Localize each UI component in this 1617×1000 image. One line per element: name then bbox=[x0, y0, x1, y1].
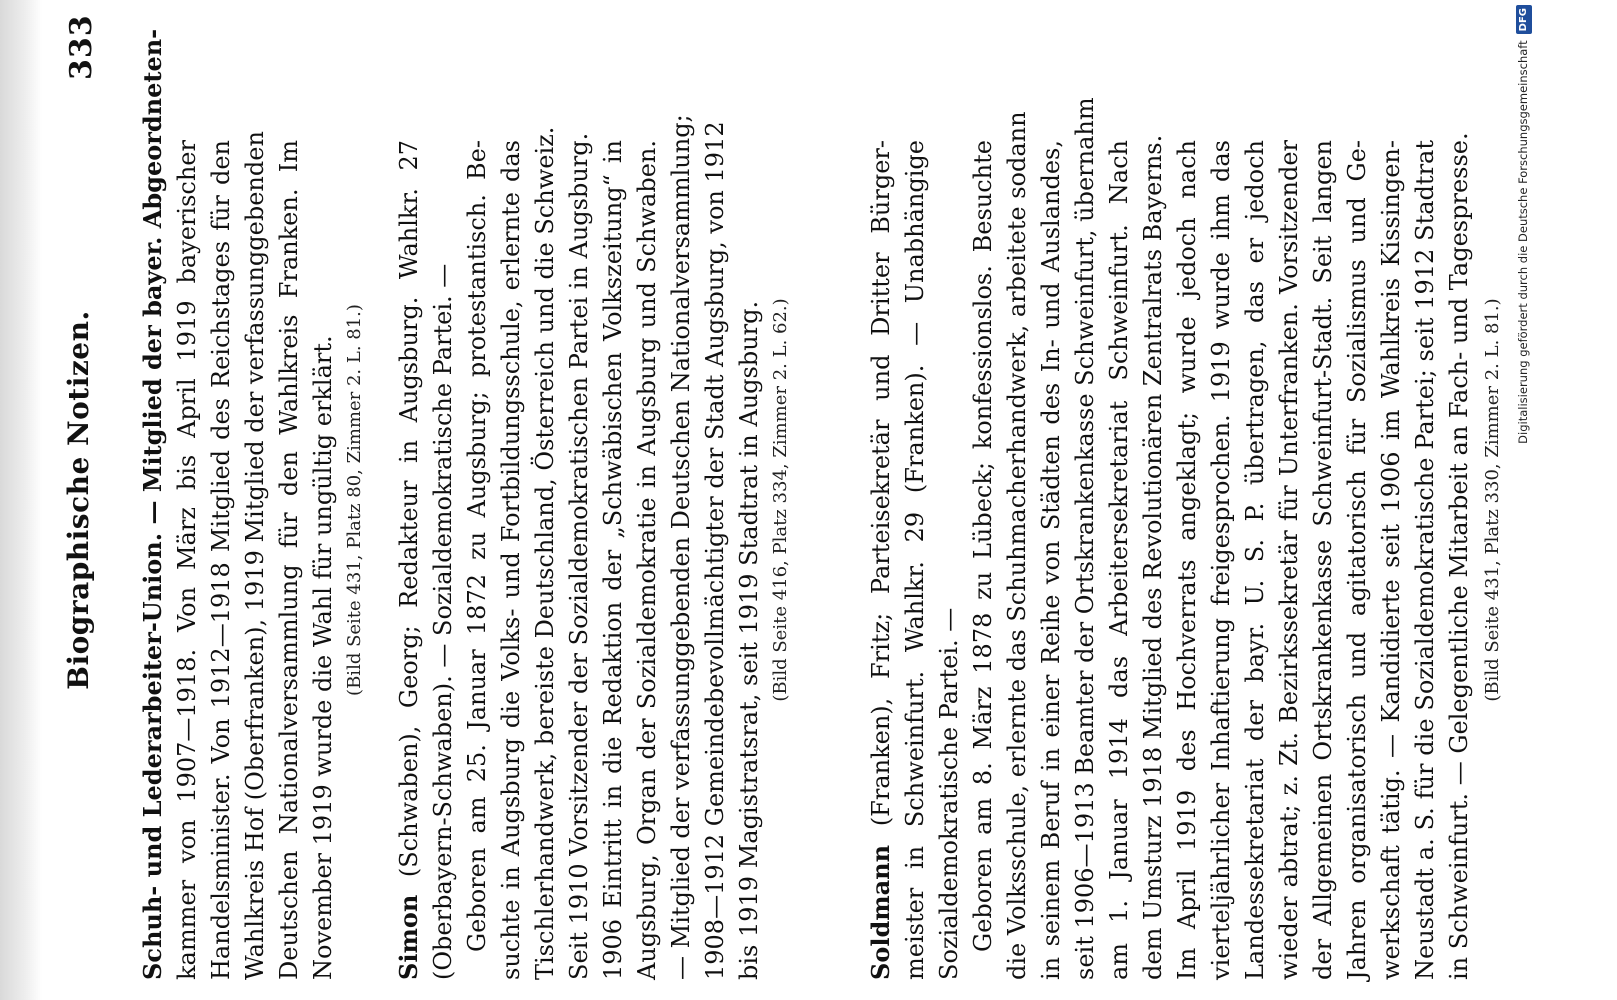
entry1-line: November 1919 wurde die Wahl für ungültig erklärt. bbox=[309, 335, 337, 980]
entry2-name: Simon bbox=[394, 894, 423, 980]
entry2-line: (Oberbayern-Schwaben). — Sozialdemokratische Partei. — bbox=[429, 263, 457, 980]
entry3-line: Geboren am 8. März 1878 zu Lübeck; konfessionslos. Besuchte bbox=[969, 140, 997, 952]
entry3-line: die Volksschule, erlernte das Schuhmacherhandwerk, arbeitete sodann bbox=[1003, 111, 1031, 980]
entry2-heading-rest: (Schwaben), Georg; Redakteur in Augsburg. Wahlkr. 27 bbox=[395, 140, 423, 895]
page-number: 333 bbox=[64, 14, 99, 80]
entry2-picture-reference: (Bild Seite 416, Platz 334, Zimmer 2. L. 62.) bbox=[770, 298, 791, 702]
entry3-line: dem Umsturz 1918 Mitglied des Revolutionären Zentralrats Bayerns. bbox=[1139, 134, 1167, 980]
entry1-picture-reference: (Bild Seite 431, Platz 80, Zimmer 2. L. 81.) bbox=[344, 304, 365, 696]
entry3-line: in seinem Beruf in einer Reihe von Städten des In- und Auslandes, bbox=[1037, 140, 1065, 980]
entry3-line: wieder abtrat; z. Zt. Bezirkssekretär für Unterfranken. Vorsitzender bbox=[1275, 140, 1303, 980]
entry3-line: seit 1906—1913 Beamter der Ortskrankenkasse Schweinfurt, übernahm bbox=[1071, 97, 1099, 980]
running-head: Biographische Notizen. bbox=[62, 310, 95, 690]
entry1-line: Schuh- und Lederarbeiter-Union. — Mitglied der bayer. Abgeordneten- bbox=[138, 28, 167, 980]
entry2-line: suchte in Augsburg die Volks- und Fortbildungsschule, erlernte das bbox=[497, 140, 525, 980]
entry2-line: Seit 1910 Vorsitzender der Sozialdemokratischen Partei in Augsburg. bbox=[565, 132, 593, 980]
entry1-line: Deutschen Nationalversammlung für den Wahlkreis Franken. Im bbox=[275, 140, 303, 980]
entry3-heading-rest: (Franken), Fritz; Parteisekretär und Dritter Bürger- bbox=[867, 140, 895, 845]
entry3-line: meister in Schweinfurt. Wahlkr. 29 (Franken). — Unabhängige bbox=[901, 140, 929, 980]
entry2-line: — Mitglied der verfassunggebenden Deutschen Nationalversammlung; bbox=[667, 114, 695, 980]
entry2-line: Geboren am 25. Januar 1872 zu Augsburg; protestantisch. Be- bbox=[463, 140, 491, 952]
digitization-credit-text: Digitalisierung gefördert durch die Deutsche Forschungsgemeinschaft bbox=[1516, 40, 1530, 444]
entry3-line: Jahren organisatorisch und agitatorisch für Sozialismus und Ge- bbox=[1343, 140, 1371, 980]
entry3-line: Sozialdemokratische Partei. — bbox=[935, 607, 963, 980]
entry3-line: Im April 1919 des Hochverrats angeklagt; wurde jedoch nach bbox=[1173, 140, 1201, 980]
entry3-heading-line bbox=[866, 140, 896, 980]
entry3-picture-reference: (Bild Seite 431, Platz 330, Zimmer 2. L. 81.) bbox=[1482, 298, 1503, 702]
dfg-logo: DFG bbox=[1516, 5, 1532, 34]
entry2-line: Tischlerhandwerk, bereiste Deutschland, Österreich und die Schweiz. bbox=[531, 126, 559, 980]
entry2-line: 1906 Eintritt in die Redaktion der „Schwäbischen Volkszeitung“ in bbox=[599, 140, 627, 980]
entry2-line: 1908—1912 Gemeindebevollmächtigter der Stadt Augsburg, von 1912 bbox=[701, 121, 729, 980]
entry1-line: Wahlkreis Hof (Oberfranken), 1919 Mitglied der verfassunggebenden bbox=[241, 131, 269, 980]
entry1-line: Handelsminister. Von 1912—1918 Mitglied des Reichstages für den bbox=[207, 140, 235, 980]
entry3-line: Neustadt a. S. für die Sozialdemokratische Partei; seit 1912 Stadtrat bbox=[1411, 140, 1439, 980]
entry1-line: kammer von 1907—1918. Von März bis April 1919 bayerischer bbox=[173, 140, 201, 980]
entry3-line: vierteljährlicher Inhaftierung freigesprochen. 1919 wurde ihm das bbox=[1207, 140, 1235, 980]
entry3-line: am 1. Januar 1914 das Arbeitersekretariat Schweinfurt. Nach bbox=[1105, 140, 1133, 980]
entry3-line: in Schweinfurt. — Gelegentliche Mitarbeit an Fach- und Tagespresse. bbox=[1445, 132, 1473, 980]
entry3-line: der Allgemeinen Ortskrankenkasse Schweinfurt-Stadt. Seit langen bbox=[1309, 140, 1337, 980]
entry3-line: werkschaft tätig. — Kandidierte seit 1906 im Wahlkreis Kissingen- bbox=[1377, 140, 1405, 980]
entry3-line: Landessekretariat der bayr. U. S. P. übertragen, das er jedoch bbox=[1241, 140, 1269, 980]
digitization-credit bbox=[1512, 5, 1534, 995]
entry3-name: Soldmann bbox=[866, 844, 895, 980]
entry2-heading-line bbox=[394, 140, 424, 980]
entry2-line: Augsburg, Organ der Sozialdemokratie in Augsburg und Schwaben. bbox=[633, 140, 661, 980]
entry2-line: bis 1919 Magistratsrat, seit 1919 Stadtrat in Augsburg. bbox=[735, 300, 763, 980]
